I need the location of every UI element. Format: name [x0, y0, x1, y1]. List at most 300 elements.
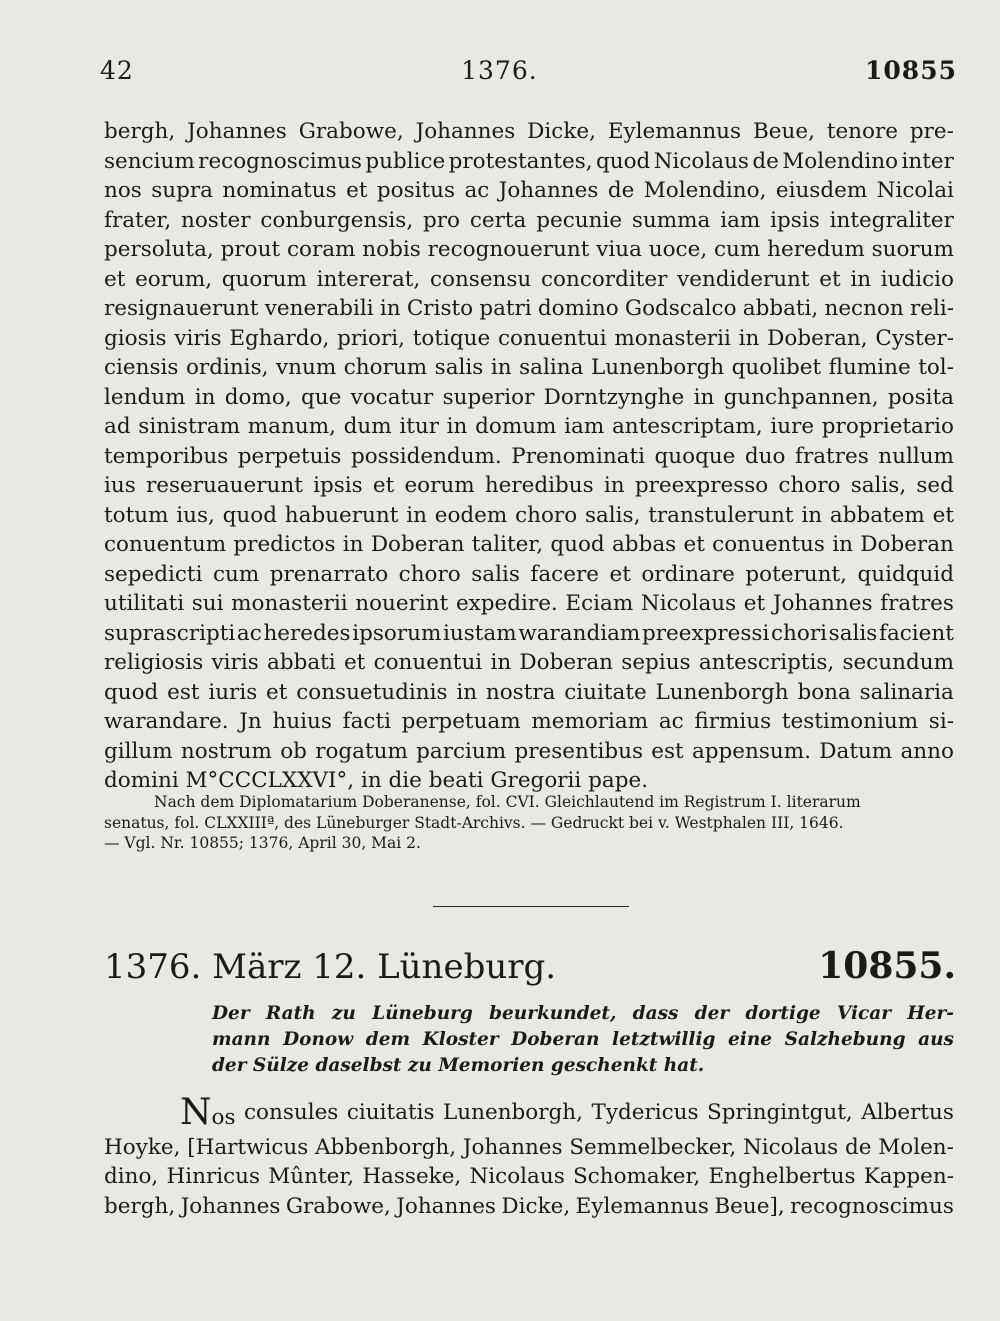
text-word: de — [607, 178, 635, 203]
entry-number: 10855. — [818, 945, 956, 987]
text-word: bergh, — [104, 1193, 176, 1219]
text-word: Doberan — [370, 532, 465, 557]
text-word: in — [801, 502, 823, 528]
text-word: sepedicti — [104, 561, 203, 587]
text-word: ac — [658, 709, 684, 734]
text-word: ac — [236, 620, 262, 646]
text-word: choro — [778, 473, 841, 498]
text-word: et — [743, 591, 766, 616]
text-word: in — [738, 325, 760, 351]
text-word: supra — [151, 178, 213, 203]
text-word: heredum — [767, 237, 865, 262]
text-word: consuetudinis — [296, 679, 448, 705]
text-word: Nicolaus — [469, 1164, 565, 1189]
text-word: dem — [365, 1029, 411, 1050]
text-word: preexpresso — [634, 473, 769, 498]
text-line — [104, 471, 954, 501]
text-word: letztwillig — [612, 1029, 716, 1050]
text-word — [180, 1092, 236, 1133]
entry-heading — [104, 945, 956, 987]
text-word: giosis — [104, 325, 167, 351]
text-word: quod — [104, 679, 159, 705]
text-word: antescriptam, — [611, 414, 763, 439]
text-word: et — [609, 561, 631, 587]
text-word: quorum — [221, 266, 307, 292]
text-word: Cristo — [406, 296, 474, 321]
drop-cap: N — [180, 1092, 212, 1133]
text-word: Hasseke, — [362, 1164, 462, 1189]
text-word: itur — [399, 414, 439, 439]
text-word: suprascripti — [104, 620, 236, 646]
text-word: Johannes — [396, 1193, 496, 1219]
text-word: suorum — [871, 237, 954, 262]
text-line — [104, 117, 954, 147]
text-word: Salzhebung — [784, 1029, 906, 1050]
source-note-line: — Vgl. Nr. 10855; 1376, April 30, Mai 2. — [104, 834, 421, 852]
text-line — [212, 1001, 954, 1027]
text-word: et — [346, 178, 368, 203]
text-word: ius, — [176, 502, 215, 528]
text-word: Enghelbertus — [708, 1164, 856, 1189]
text-word: gillum — [104, 738, 173, 764]
text-word: iustam — [443, 620, 517, 646]
text-word: memoriam — [531, 709, 649, 734]
text-word: et — [343, 650, 366, 675]
charter-text — [104, 1092, 954, 1221]
text-word: et — [266, 679, 288, 705]
text-word: in — [832, 532, 853, 557]
text-word: firmius — [694, 709, 772, 734]
text-word: in — [490, 650, 512, 675]
text-word: Cyster- — [875, 325, 954, 351]
text-word: gunchpannen, — [723, 384, 879, 410]
text-word: Doberan — [511, 1029, 600, 1050]
text-word: viris — [174, 325, 222, 351]
text-word: anno — [900, 738, 954, 764]
text-word: taliter, — [471, 532, 544, 557]
text-word: vendiderunt — [677, 266, 810, 292]
text-word: perpetuam — [401, 709, 521, 734]
text-word: appensum. — [691, 738, 811, 764]
source-note-line: senatus, fol. CLXXIIIª, des Lüneburger Stadt-Archivs. — Gedruckt bei v. Westphalen III, 1646. — [104, 813, 844, 832]
text-line — [104, 1162, 954, 1192]
text-word: integraliter — [829, 207, 954, 233]
text-word: Grabowe, — [285, 1193, 391, 1219]
text-word: viris — [211, 650, 259, 675]
text-word: est — [167, 679, 200, 705]
text-word: Johannes — [498, 178, 599, 203]
text-word: viua — [596, 237, 642, 262]
text-line — [104, 707, 954, 737]
text-word: Dicke, — [501, 1193, 571, 1219]
text-word: quod — [550, 532, 605, 557]
text-word: sinistram — [138, 414, 241, 439]
text-word: pro — [423, 207, 461, 233]
text-word: ac — [464, 178, 490, 203]
text-word: in — [850, 266, 872, 292]
text-word: nouerint — [355, 591, 449, 616]
text-word: quidquid — [857, 561, 954, 587]
text-word: conuentum — [104, 532, 227, 557]
text-word: cum — [212, 561, 260, 587]
text-word: Dicke, — [527, 119, 596, 144]
text-word: religiosis — [104, 650, 204, 675]
text-line — [104, 353, 954, 383]
text-word: si- — [928, 709, 954, 734]
text-word: Her- — [907, 1003, 954, 1024]
text-word: in — [693, 384, 715, 410]
text-word: Johannes — [415, 119, 516, 144]
text-line — [104, 412, 954, 442]
text-word: iam — [564, 414, 605, 439]
text-word: Kappen- — [863, 1164, 954, 1189]
text-line — [104, 147, 954, 177]
text-word: domum — [475, 414, 557, 439]
text-word: dum — [343, 414, 392, 439]
text-word: Grabowe, — [298, 119, 404, 144]
text-word: in — [446, 414, 468, 439]
text-word: flumine — [828, 355, 911, 380]
text-word: resignauerunt — [104, 296, 259, 321]
text-word: ipsis — [313, 473, 363, 498]
text-word: Johannes — [187, 119, 287, 144]
text-word: vocatur — [350, 384, 434, 410]
text-word: dass — [632, 1003, 679, 1024]
text-word: eiusdem — [775, 178, 868, 203]
text-word: ciensis — [104, 355, 179, 380]
text-word: frater, — [104, 207, 172, 233]
text-word: protestantes, — [448, 148, 593, 174]
text-word: quolibet — [731, 355, 822, 380]
text-word: Hinricus — [166, 1164, 261, 1189]
text-word: Eghardo, — [229, 325, 330, 351]
text-word: sed — [916, 473, 954, 498]
text-word: necnon — [824, 296, 904, 321]
text-word: est — [651, 738, 684, 764]
text-word: dino, — [104, 1164, 159, 1189]
text-word: presentibus — [514, 738, 643, 764]
text-word: Semmelbecker, — [569, 1134, 737, 1160]
text-word: de — [752, 148, 779, 174]
text-word: domini M°CCCLXXVI°, in die beati Gregorii pape. — [104, 768, 649, 793]
text-word-rest: os — [211, 1105, 236, 1130]
text-word: conuentui — [373, 650, 483, 675]
section-divider — [433, 906, 629, 907]
running-header — [100, 56, 957, 85]
text-word: nos — [104, 178, 142, 203]
text-word: fratres — [795, 443, 869, 469]
text-word: persoluta, — [104, 237, 214, 262]
text-word: salis, — [584, 502, 641, 528]
text-word: iure — [770, 414, 815, 439]
text-line — [104, 678, 954, 708]
text-word: Lunenborgh, — [443, 1100, 583, 1125]
text-word: vnum — [275, 355, 337, 380]
text-word: zu — [331, 1003, 356, 1024]
text-word: consensu — [429, 266, 532, 292]
text-line — [104, 1192, 954, 1222]
text-word: abbati, — [742, 296, 819, 321]
text-word: Nicolaus — [653, 148, 749, 174]
text-word: Kloster — [422, 1029, 499, 1050]
text-word: habuerunt — [284, 502, 399, 528]
text-line — [104, 560, 954, 590]
text-word: choro — [515, 502, 578, 528]
text-word: et — [932, 502, 954, 528]
text-line — [104, 442, 954, 472]
text-line — [104, 235, 954, 265]
text-word: positus — [376, 178, 456, 203]
text-word: priori, — [337, 325, 405, 351]
text-word: recognoscimus — [790, 1193, 954, 1219]
text-word: in — [603, 473, 625, 498]
text-word: ipsorum — [352, 620, 442, 646]
text-word: reli- — [909, 296, 954, 321]
text-word: Beue, — [752, 119, 815, 144]
text-word: der — [694, 1003, 730, 1024]
text-word: secundum — [842, 650, 954, 675]
text-word: in — [406, 502, 427, 528]
text-word: der Sülze daselbst zu Memorien geschenkt hat. — [212, 1055, 705, 1076]
text-line — [104, 294, 954, 324]
source-note-line: Nach dem Diplomatarium Doberanense, fol. CVI. Gleichlautend im Registrum I. literarum — [154, 793, 861, 811]
text-word: Lüneburg — [372, 1003, 473, 1024]
charter-text-continued — [104, 117, 954, 796]
text-word: Mûnter, — [268, 1164, 355, 1189]
text-word: huius — [272, 709, 332, 734]
text-word: possidendum. — [350, 443, 502, 469]
text-line — [104, 501, 954, 531]
text-word: Tydericus — [591, 1100, 699, 1125]
text-word: heredes — [263, 620, 351, 646]
source-note — [104, 792, 954, 854]
text-word: iam — [720, 207, 761, 233]
text-word: totique — [412, 325, 491, 351]
text-word: ius — [104, 473, 136, 498]
text-word: noster — [181, 207, 251, 233]
text-word: Doberan, — [767, 325, 868, 351]
text-word: summa — [631, 207, 711, 233]
text-word: duo — [744, 443, 786, 469]
text-word: Donow — [283, 1029, 354, 1050]
text-word: Prenominati — [511, 443, 645, 469]
text-word: conuentui — [497, 325, 607, 351]
text-word: Nicolaus — [640, 591, 737, 616]
text-line — [104, 530, 954, 560]
text-word: ordinare — [641, 561, 735, 587]
text-word: et — [372, 473, 395, 498]
text-word: eorum — [404, 473, 475, 498]
text-word: quod — [595, 148, 651, 174]
text-word: salis — [434, 355, 484, 380]
text-word: posita — [887, 384, 954, 410]
text-word: Lunenborgh — [590, 355, 725, 380]
text-word: salis — [471, 561, 520, 587]
text-word: uoce, — [648, 237, 708, 262]
text-word: prout — [220, 237, 281, 262]
text-word: coram — [286, 237, 356, 262]
text-word: Nicolaus — [742, 1134, 839, 1160]
text-word: Molen- — [878, 1134, 954, 1160]
text-word: in — [194, 384, 216, 410]
text-word: salis, — [850, 473, 907, 498]
text-word: Nicolai — [876, 178, 954, 203]
text-word: iuris — [208, 679, 258, 705]
text-word: chori — [771, 620, 827, 646]
text-word: Schomaker, — [572, 1164, 701, 1189]
text-word: monasterii — [614, 325, 731, 351]
text-word: pre- — [909, 119, 954, 144]
text-word: bona — [797, 679, 851, 705]
text-word: in — [490, 355, 512, 380]
text-word: manum, — [247, 414, 336, 439]
text-word: ciuitate — [564, 679, 647, 705]
text-word: facient — [878, 620, 954, 646]
text-word: Datum — [819, 738, 893, 764]
text-line — [104, 1092, 954, 1133]
text-word: Doberan — [519, 650, 614, 675]
text-word: Johannes — [462, 1134, 563, 1160]
text-word: nominatus — [222, 178, 337, 203]
text-word: nobis — [362, 237, 421, 262]
text-word: facti — [342, 709, 391, 734]
text-word: proprietario — [821, 414, 954, 439]
text-word: eodem — [434, 502, 508, 528]
text-word: concorditer — [540, 266, 668, 292]
text-word: nostrum — [180, 738, 272, 764]
text-word: Eciam — [565, 591, 634, 616]
text-word: temporibus — [104, 443, 229, 469]
text-word: utilitati — [104, 591, 185, 616]
text-word: reseruauerunt — [145, 473, 303, 498]
text-word: Der — [212, 1003, 250, 1024]
text-word: dortige — [745, 1003, 821, 1024]
text-word: Eylemannus — [575, 1193, 709, 1219]
text-word: nullum — [878, 443, 954, 469]
text-word: aus — [918, 1029, 954, 1050]
text-word: salis — [828, 620, 878, 646]
text-word: abbati — [267, 650, 336, 675]
text-word: ciuitatis — [346, 1100, 435, 1125]
text-word: et — [683, 532, 705, 557]
text-word: quoque — [654, 443, 736, 469]
text-line — [104, 265, 954, 295]
text-word: fratres — [880, 591, 954, 616]
text-word: Abbenborgh, — [315, 1134, 457, 1160]
text-word: transtulerunt — [648, 502, 794, 528]
text-word: Doberan — [860, 532, 954, 557]
text-word: et — [819, 266, 841, 292]
text-word: Albertus — [861, 1100, 954, 1125]
text-word: nostra — [485, 679, 556, 705]
text-word: Hoyke, — [104, 1134, 181, 1160]
text-word: lendum — [104, 384, 186, 410]
text-word: facere — [530, 561, 599, 587]
text-word: Molendino, — [643, 178, 767, 203]
text-word: Johannes — [772, 591, 873, 616]
text-word: ordinis, — [185, 355, 269, 380]
text-word: antescriptis, — [698, 650, 835, 675]
text-word: parcium — [416, 738, 507, 764]
text-word: prenarrato — [269, 561, 389, 587]
running-year: 1376. — [461, 56, 538, 85]
text-word: monasterii — [231, 591, 348, 616]
text-word: in — [456, 679, 478, 705]
text-word: ad — [104, 414, 131, 439]
text-word: predictos — [233, 532, 336, 557]
text-line — [104, 619, 954, 649]
text-word: choro — [398, 561, 461, 587]
text-word: in — [379, 296, 401, 321]
text-word: pecunie — [536, 207, 623, 233]
text-line — [104, 589, 954, 619]
text-word: patri — [479, 296, 532, 321]
page-number: 42 — [100, 56, 134, 85]
text-word: sepius — [621, 650, 691, 675]
text-line — [104, 176, 954, 206]
text-word: publice — [365, 148, 446, 174]
text-word: perpetuis — [237, 443, 342, 469]
text-word: Johannes — [180, 1193, 281, 1219]
entry-summary — [212, 1001, 954, 1079]
text-word: ipsis — [770, 207, 820, 233]
text-line — [104, 1133, 954, 1163]
text-word: superior — [442, 384, 535, 410]
text-word: certa — [469, 207, 527, 233]
text-word: tol- — [918, 355, 954, 380]
text-word: salina — [519, 355, 584, 380]
text-word: domino — [537, 296, 619, 321]
text-word: abbatem — [829, 502, 925, 528]
text-word: que — [300, 384, 342, 410]
text-word: poterunt, — [745, 561, 847, 587]
text-word: Godscalco — [624, 296, 737, 321]
text-word: et — [104, 266, 126, 292]
text-word: Jn — [239, 709, 262, 734]
text-word: warandare. — [104, 709, 229, 734]
text-word: recognoscimus — [198, 148, 362, 174]
text-word: Rath — [265, 1003, 316, 1024]
text-word: Lunenborgh — [655, 679, 789, 705]
text-word: preexpressi — [642, 620, 770, 646]
text-word: conburgensis, — [260, 207, 414, 233]
text-word: Molendino — [782, 148, 899, 174]
running-document-number: 10855 — [865, 56, 957, 85]
text-word: chorum — [343, 355, 428, 380]
text-line — [104, 206, 954, 236]
text-word: consules — [243, 1100, 339, 1125]
text-word: Eylemannus — [607, 119, 742, 144]
text-word: Vicar — [836, 1003, 891, 1024]
text-word: iudicio — [880, 266, 954, 292]
text-word: domo, — [224, 384, 292, 410]
text-line — [212, 1027, 954, 1053]
text-word: abbas — [611, 532, 677, 557]
text-word: testimonium — [781, 709, 919, 734]
text-word: intererat, — [316, 266, 421, 292]
text-word: bergh, — [104, 119, 176, 144]
text-word: sencium — [104, 148, 195, 174]
text-word: expedire. — [455, 591, 558, 616]
text-word: mann — [212, 1029, 271, 1050]
text-word: in — [342, 532, 364, 557]
text-word: Springintgut, — [707, 1100, 853, 1125]
text-line — [104, 648, 954, 678]
text-word: heredibus — [484, 473, 594, 498]
text-word: sui — [191, 591, 224, 616]
text-word: tenore — [826, 119, 898, 144]
text-word: cum — [714, 237, 761, 262]
